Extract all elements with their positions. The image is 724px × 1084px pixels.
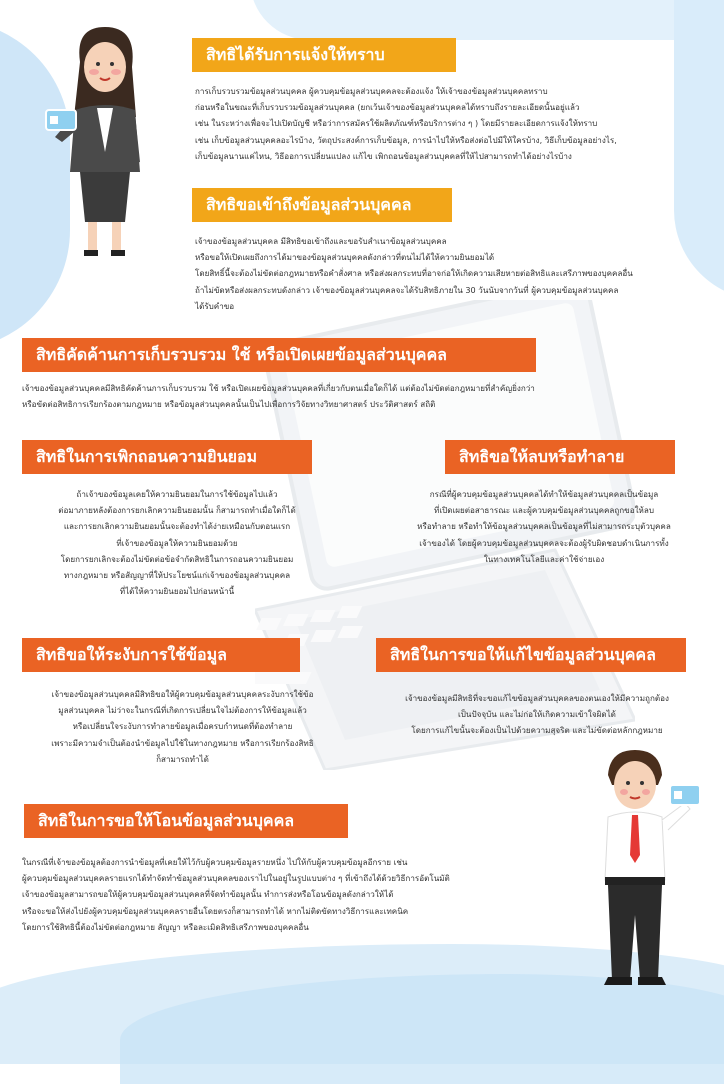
section-withdraw-consent-heading: สิทธิในการเพิกถอนความยินยอม [22, 440, 312, 474]
section-erasure-text: กรณีที่ผู้ควบคุมข้อมูลส่วนบุคคลได้ทำให้ข้อมูลส่วนบุคคลเป็นข้อมูล ที่เปิดเผยต่อสาธารณะ และผู้ควบคุมข้อมูลส่วนบุคคลถูกขอให้ลบ หรือทำลาย หรือทำให้ข้อมูลส่วนบุคคลเป็นข้อมูลที่ไม่สามารถระบุตัวบุคคล เจ้าของได้ โดยผู้ควบคุมข้อมูลส่วนบุคคลจะต้องผู้รับผิดชอบดำเนินการทั้ง ในทางเทคโนโลยีและค่าใช้จ่ายเอง [417, 489, 671, 564]
section-erasure-heading: สิทธิขอให้ลบหรือทำลาย [445, 440, 675, 474]
section-access-text: เจ้าของข้อมูลส่วนบุคคล มีสิทธิขอเข้าถึงและขอรับสำเนาข้อมูลส่วนบุคคล หรือขอให้เปิดเผยถึงการได้มาของข้อมูลส่วนบุคคลดังกล่าวที่ตนไม่ได้ให้ความยินยอมได้ โดยสิทธิ์นี้จะต้องไม่ขัดต่อกฎหมายหรือคำสั่งศาล หรือส่งผลกระทบที่อาจก่อให้เกิดความเสียหายต่อสิทธิและเสรีภาพของบุคคลอื่น ถ้าไม่ขัดหรือส่งผลกระทบดังกล่าว เจ้าของข้อมูลส่วนบุคคลจะได้รับสิทธิภายใน 30 วันนับจากวันที่ ผู้ควบคุมข้อมูลส่วนบุคคล ได้รับคำขอ [195, 236, 633, 311]
section-objection-text: เจ้าของข้อมูลส่วนบุคคลมีสิทธิคัดค้านการเก็บรวบรวม ใช้ หรือเปิดเผยข้อมูลส่วนบุคคลที่เกี่ยวกับตนเมื่อใดก็ได้ แต่ต้องไม่ขัดต่อกฎหมายที่สำคัญยิ่งกว่า หรือขัดต่อสิทธิการเรียกร้องตามกฎหมาย หรือข้อมูลส่วนบุคคลนั้นเป็นไปเพื่อการวิจัยทางวิทยาศาสตร์ ประวัติศาสตร์ สถิติ [22, 383, 535, 410]
section-restriction-heading: สิทธิขอให้ระงับการใช้ข้อมูล [22, 638, 300, 672]
section-notification-heading: สิทธิได้รับการแจ้งให้ทราบ [192, 38, 456, 72]
businesswoman-illustration [40, 22, 170, 262]
businessman-illustration [570, 745, 700, 995]
section-portability-text: ในกรณีที่เจ้าของข้อมูลต้องการนำข้อมูลที่เคยให้ไว้กับผู้ควบคุมข้อมูลรายหนึ่ง ไปให้กับผู้ควบคุมข้อมูลอีกราย เช่น ผู้ควบคุมข้อมูลส่วนบุคคลรายแรกได้ทำจัดทำข้อมูลส่วนบุคคลของเราไปในอยู่ในรูปแบบต่าง ๆ ที่เข้าถึงได้ด้วยวิธีการอัตโนมัติ เจ้าของข้อมูลสามารถขอให้ผู้ควบคุมข้อมูลส่วนบุคคลที่จัดทำข้อมูลนั้น ทำการส่งหรือโอนข้อมูลดังกล่าวให้ได้ หรือจะขอให้ส่งไปยังผู้ควบคุมข้อมูลส่วนบุคคลรายอื่นโดยตรงก็สามารถทำได้ หากไม่ติดขัดทางวิธีการและเทคนิค โดยการใช้สิทธินี้ต้องไม่ขัดต่อกฎหมาย สัญญา หรือละเมิดสิทธิเสรีภาพของบุคคลอื่น [22, 857, 450, 932]
section-objection-heading: สิทธิคัดค้านการเก็บรวบรวม ใช้ หรือเปิดเผยข้อมูลส่วนบุคคล [22, 338, 536, 372]
section-portability-heading: สิทธิในการขอให้โอนข้อมูลส่วนบุคคล [24, 804, 348, 838]
section-notification-text: การเก็บรวบรวมข้อมูลส่วนบุคคล ผู้ควบคุมข้อมูลส่วนบุคคลจะต้องแจ้ง ให้เจ้าของข้อมูลส่วนบุคคลทราบ ก่อนหรือในขณะที่เก็บรวบรวมข้อมูลส่วนบุคคล (ยกเว้นเจ้าของข้อมูลส่วนบุคคลได้ทราบถึงรายละเอียดนั้นอยู่แล้ว เช่น ในระหว่างเพื่อจะไปเปิดบัญชี หรือว่าการสมัครใช้ผลิตภัณฑ์หรือบริการต่าง ๆ ) โดยมีรายละเอียดการแจ้งให้ทราบ เช่น เก็บข้อมูลส่วนบุคคลอะไรบ้าง, วัตถุประสงค์การเก็บข้อมูล, การนำไปให้หรือส่งต่อไปมีให้ใครบ้าง, วิธีเก็บข้อมูลอย่างไร, เก็บข้อมูลนานแค่ไหน, วิธีออการเปลี่ยนแปลง แก้ไข เพิกถอนข้อมูลส่วนบุคคลที่ให้ไปสามารถทำได้อย่างไรบ้าง [195, 86, 617, 161]
section-rectification-heading: สิทธิในการขอให้แก้ไขข้อมูลส่วนบุคคล [376, 638, 686, 672]
top-wave-decoration [250, 0, 724, 40]
right-wave-decoration [674, 0, 724, 300]
section-withdraw-consent-text: ถ้าเจ้าของข้อมูลเคยให้ความยินยอมในการใช้ข้อมูลไปแล้ว ต่อมาภายหลังต้องการยกเลิกความยินยอมนั้น ก็สามารถทำเมื่อใดก็ได้ และการยกเลิกความยินยอมนั้นจะต้องทำได้ง่ายเหมือนกับตอนแรก ที่เจ้าของข้อมูลให้ความยินยอมด้วย โดยการยกเลิกจะต้องไม่ขัดต่อข้อจำกัดสิทธิในการถอนความยินยอม ทางกฎหมาย หรือสัญญาที่ให้ประโยชน์แก่เจ้าของข้อมูลส่วนบุคคล ที่ได้ให้ความยินยอมไปก่อนหน้านี้ [58, 489, 296, 597]
section-access-heading: สิทธิขอเข้าถึงข้อมูลส่วนบุคคล [192, 188, 452, 222]
section-rectification-text: เจ้าของข้อมูลมีสิทธิที่จะขอแก้ไขข้อมูลส่วนบุคคลของตนเองให้มีความถูกต้อง เป็นปัจจุบัน และไม่ก่อให้เกิดความเข้าใจผิดได้ โดยการแก้ไขนั้นจะต้องเป็นไปด้วยความสุจริต และไม่ขัดต่อหลักกฎหมาย [405, 693, 669, 736]
section-restriction-text: เจ้าของข้อมูลส่วนบุคคลมีสิทธิขอให้ผู้ควบคุมข้อมูลส่วนบุคคลระงับการใช้ข้อ มูลส่วนบุคคล ไม่ว่าจะในกรณีที่เกิดการเปลี่ยนใจไม่ต้องการให้ข้อมูลแล้ว หรือเปลี่ยนใจระงับการทำลายข้อมูลเมื่อครบกำหนดที่ต้องทำลาย เพราะมีความจำเป็นต้องนำข้อมูลไปใช้ในทางกฎหมาย หรือการเรียกร้องสิทธิ ก็สามารถทำได้ [51, 689, 314, 764]
